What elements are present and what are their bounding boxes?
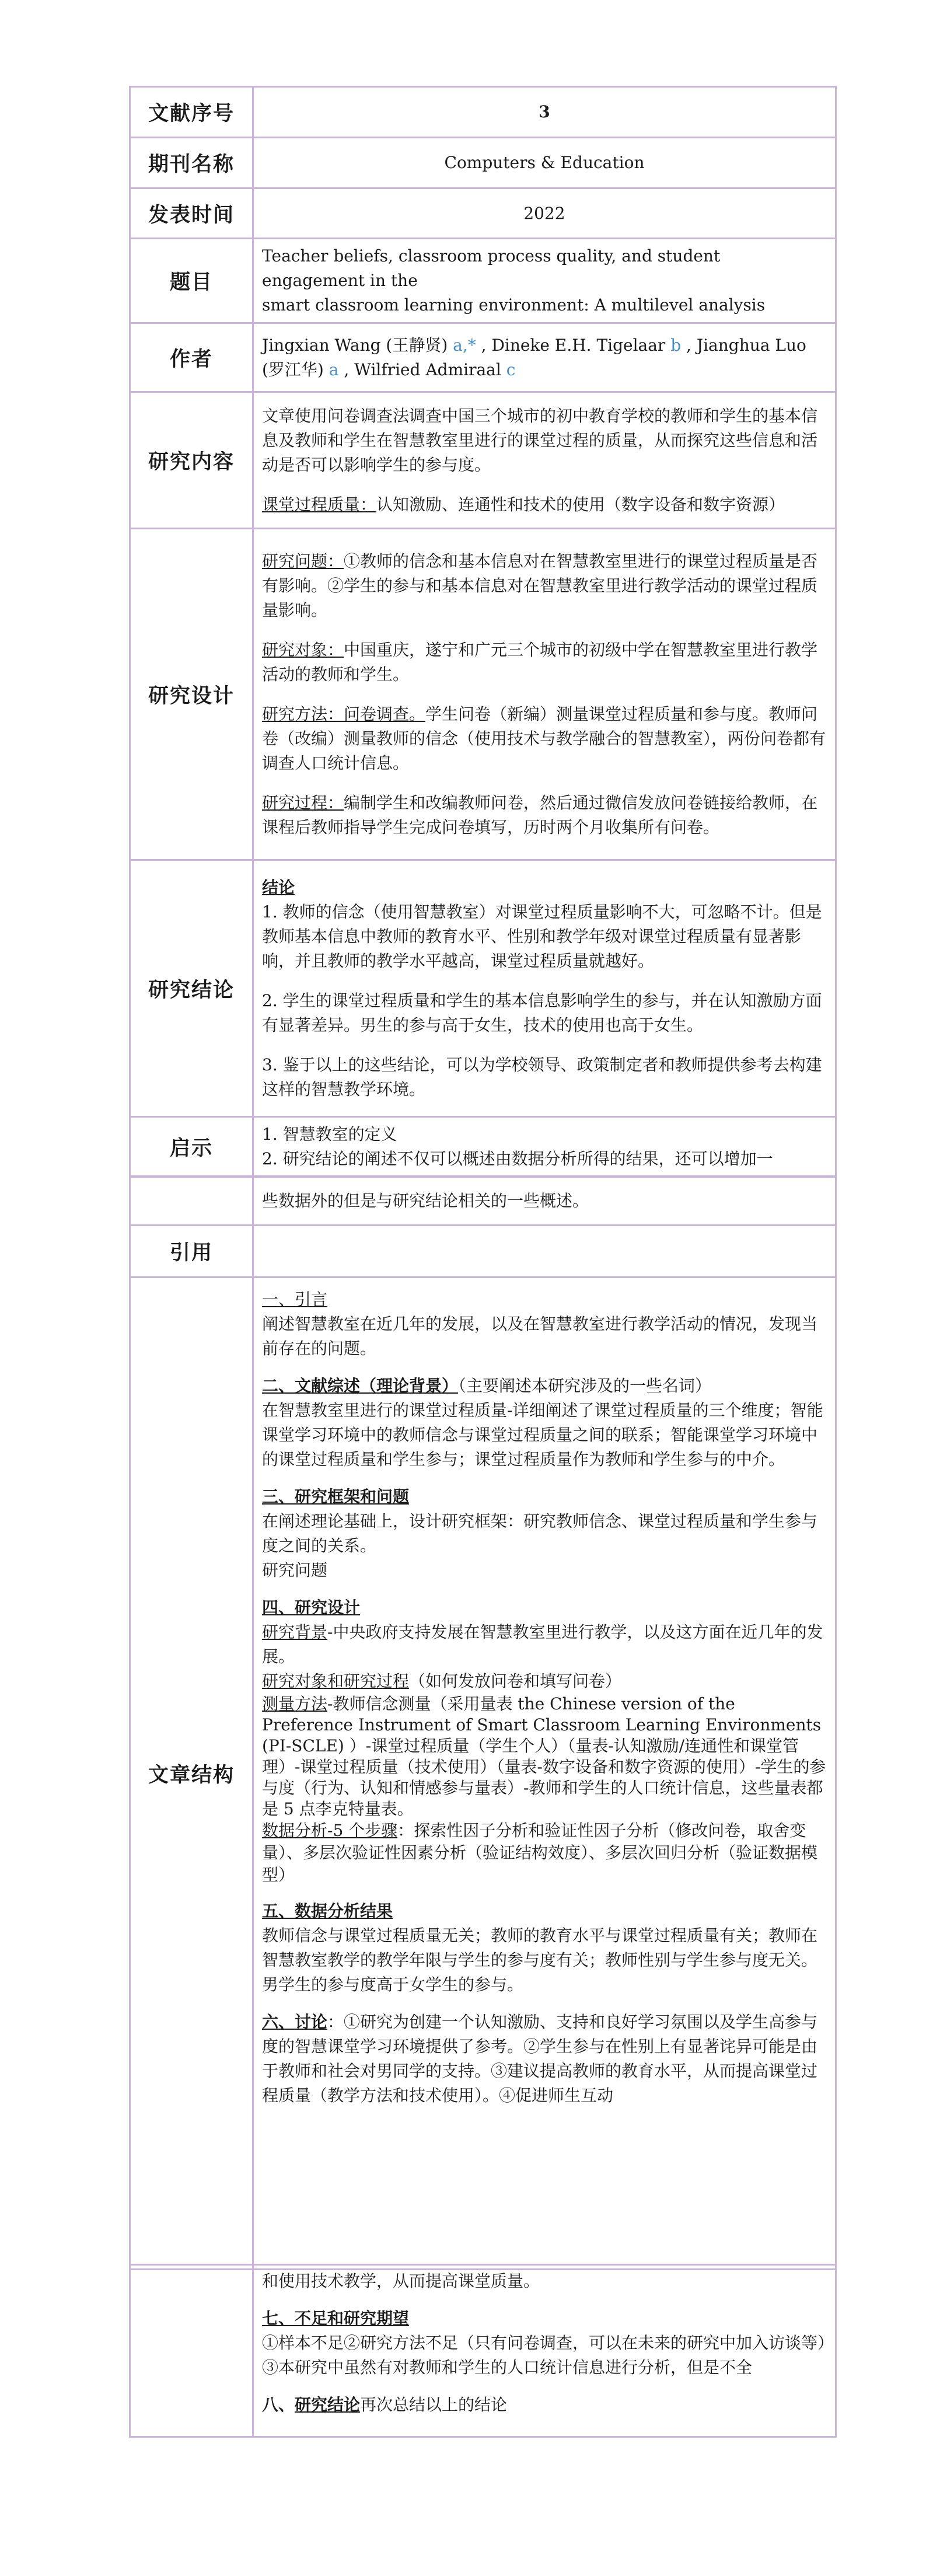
author-3-affiliation: a <box>329 359 339 379</box>
section-2-text: 在智慧教室里进行的课堂过程质量-详细阐述了课堂过程质量的三个维度；智能课堂学习环境中的教师信念与课堂过程质量之间的联系；智能课堂学习环境中的课堂过程质量和学生参与；课堂过程质量作为教师和学生参与的中介。 <box>262 1401 823 1469</box>
design-methods <box>262 702 827 776</box>
design-subjects <box>262 638 827 687</box>
section-5-gender: 男学生的参与度高于女学生的参与。 <box>262 1975 524 1994</box>
author-4: , Wilfried Admiraal <box>338 359 506 379</box>
section-7-text: ①样本不足②研究方法不足（只有问卷调查，可以在未来的研究中加入访谈等）③本研究中虽然有对教师和学生的人口统计信息进行分析，但是不全 <box>262 2333 826 2377</box>
content-quality-text: 认知激励、连通性和技术的使用（数字设备和数字资源） <box>376 494 785 514</box>
serial-label: 文献序号 <box>130 87 253 138</box>
section-1-heading: 一、引言 <box>262 1290 328 1309</box>
row-content <box>130 392 836 529</box>
section-3-questions: 研究问题 <box>262 1561 328 1580</box>
author-3: , Jianghua Luo (罗江华) <box>262 335 806 379</box>
content-label: 研究内容 <box>130 392 253 529</box>
structure-section-5 <box>262 1899 827 1997</box>
row-insight <box>130 1117 836 1177</box>
row-year <box>130 189 836 239</box>
title-line-2: smart classroom learning environment: A multilevel analysis <box>262 295 766 315</box>
title-line-1: Teacher beliefs, classroom process quality, and student engagement in the <box>262 246 721 290</box>
section-2-heading: 二、文献综述（理论背景） <box>262 1376 459 1395</box>
section-6-text: ：①研究为创建一个认知激励、支持和良好学习氛围以及学生高参与度的智慧课堂学习环境提供了参考。②学生参与在性别上有显著诧异可能是由于教师和社会对男同学的支持。③建议提高教师的教育水平，从而提高课堂过程质量（教学方法和技术使用）。④促进师生互动 <box>262 2012 818 2105</box>
author-1: Jingxian Wang (王静贤) <box>262 335 453 355</box>
row-journal <box>130 138 836 189</box>
section-4-background <box>262 1620 827 1669</box>
section-7-heading: 七、不足和研究期望 <box>262 2309 410 2328</box>
design-subjects-text: 中国重庆，遂宁和广元三个城市的初级中学在智慧教室里进行教学活动的教师和学生。 <box>262 640 818 684</box>
section-5-text: 教师信念与课堂过程质量无关；教师的教育水平与课堂过程质量有关；教师在智慧教室教学的教学年限与学生的参与度有关；教师性别与学生参与度无关。 <box>262 1926 818 1970</box>
design-questions <box>262 549 827 623</box>
row-insight-continued <box>130 1177 836 1226</box>
section-4-subjects-term: 研究对象和研究过程 <box>262 1671 410 1691</box>
structure-section-8 <box>262 2393 827 2417</box>
section-8-text: 再次总结以上的结论 <box>360 2395 508 2414</box>
section-8-heading: 研究结论 <box>295 2395 361 2414</box>
design-process-term: 研究过程： <box>262 793 344 812</box>
design-questions-term: 研究问题： <box>262 551 344 571</box>
section-4-analysis <box>262 1820 827 1886</box>
section-4-analysis-text: ：探索性因子分析和验证性因子分析（修改问卷，取舍变量）、多层次验证性因素分析（验证结构效度）、多层次回归分析（验证数据模型） <box>262 1821 818 1884</box>
author-2-affiliation: b <box>670 335 682 355</box>
content-paragraph-1: 文章使用问卷调查法调查中国三个城市的初中教育学校的教师和学生的基本信息及教师和学生在智慧教室里进行的课堂过程的质量，从而探究这些信息和活动是否可以影响学生的参与度。 <box>262 406 818 474</box>
authors-value <box>253 323 836 392</box>
journal-label: 期刊名称 <box>130 138 253 189</box>
insight-line-1: 1. 智慧教室的定义 <box>262 1125 397 1144</box>
section-8-prefix: 八、 <box>262 2395 295 2414</box>
insight-label: 启示 <box>130 1117 253 1177</box>
row-structure-continued <box>130 2265 836 2437</box>
structure-continued-value <box>253 2265 836 2437</box>
author-2: , Dineke E.H. Tigelaar <box>476 335 671 355</box>
citation-label: 引用 <box>130 1226 253 1277</box>
author-1-affiliation: a,* <box>453 335 476 355</box>
conclusion-item-2: 2. 学生的课堂过程质量和学生的基本信息影响学生的参与，并在认知激励方面有显著差异。男生的参与高于女生，技术的使用也高于女生。 <box>262 990 822 1035</box>
section-2-note: （主要阐述本研究涉及的一些名词） <box>458 1376 712 1395</box>
design-methods-text: 学生问卷（新编）测量课堂过程质量和参与度。教师问卷（改编）测量教师的信念（使用技术与教学融合的智慧教室），两份问卷都有调查人口统计信息。 <box>262 704 826 773</box>
structure-value <box>253 1277 836 2270</box>
section-4-subjects <box>262 1669 827 1694</box>
citation-value <box>253 1226 836 1277</box>
section-4-measures-term: 测量方法 <box>262 1694 328 1713</box>
content-paragraph-2 <box>262 493 827 517</box>
section-4-measures-text: -教师信念测量（采用量表 the Chinese version of the Preference Instrument of Smart Classroom Learning Environments (PI-SCLE) ）-课堂过程质量（学生个人）（量表-认知激励/连通性和课堂管理）-课堂过程质量（技术使用）（量表-数字设备和数字资源的使用）-学生的参与度（行为、认知和情感参与量表）-教师和学生的人口统计信息，这些量表都是 5 点李克特量表。 <box>262 1694 826 1818</box>
authors-label: 作者 <box>130 323 253 392</box>
serial-value: 3 <box>253 87 836 138</box>
row-title <box>130 239 836 323</box>
conclusion-label: 研究结论 <box>130 860 253 1117</box>
section-4-background-text: -中央政府支持发展在智慧教室里进行教学，以及这方面在近几年的发展。 <box>262 1622 823 1666</box>
content-value <box>253 392 836 529</box>
section-6-heading: 六、讨论 <box>262 2012 328 2032</box>
structure-section-1 <box>262 1287 827 1361</box>
structure-section-4 <box>262 1596 827 1886</box>
title-value <box>253 239 836 323</box>
row-citation <box>130 1226 836 1277</box>
section-3-text: 在阐述理论基础上，设计研究框架：研究教师信念、课堂过程质量和学生参与度之间的关系。 <box>262 1512 818 1555</box>
section-6-continued: 和使用技术教学，从而提高课堂质量。 <box>262 2271 540 2291</box>
literature-table-page-3 <box>129 2264 837 2438</box>
design-subjects-term: 研究对象： <box>262 640 344 659</box>
conclusion-item-3: 3. 鉴于以上的这些结论，可以为学校领导、政策制定者和教师提供参考去构建这样的智慧教学环境。 <box>262 1055 822 1099</box>
design-value <box>253 529 836 860</box>
section-3-heading: 三、研究框架和问题 <box>262 1487 410 1506</box>
title-label: 题目 <box>130 239 253 323</box>
design-methods-term: 研究方法：问卷调查。 <box>262 704 426 724</box>
section-1-text: 阐述智慧教室在近几年的发展，以及在智慧教室进行教学活动的情况，发现当前存在的问题。 <box>262 1314 818 1358</box>
row-design <box>130 529 836 860</box>
conclusion-item-1: 1. 教师的信念（使用智慧教室）对课堂过程质量影响不大，可忽略不计。但是教师基本信息中教师的教育水平、性别和教学年级对课堂过程质量有显著影响，并且教师的教学水平越高，课堂过程质量就越好。 <box>262 902 822 971</box>
section-4-background-term: 研究背景 <box>262 1622 328 1642</box>
structure-section-6 <box>262 2010 827 2108</box>
section-4-heading: 四、研究设计 <box>262 1598 361 1617</box>
content-quality-term: 课堂过程质量： <box>262 494 377 514</box>
author-4-affiliation: c <box>506 359 516 379</box>
section-5-heading: 五、数据分析结果 <box>262 1901 393 1921</box>
conclusion-value <box>253 860 836 1117</box>
structure-section-7 <box>262 2306 827 2380</box>
literature-table-page-1 <box>129 86 837 1178</box>
literature-table-page-2 <box>129 1175 837 2270</box>
year-value: 2022 <box>253 189 836 239</box>
row-structure <box>130 1277 836 2270</box>
section-4-measures <box>262 1694 827 1820</box>
structure-continued-label <box>130 2265 253 2437</box>
insight-continued-label <box>130 1177 253 1226</box>
insight-continued-value: 些数据外的但是与研究结论相关的一些概述。 <box>253 1177 836 1226</box>
row-serial <box>130 87 836 138</box>
structure-label: 文章结构 <box>130 1277 253 2270</box>
insight-line-2: 2. 研究结论的阐述不仅可以概述由数据分析所得的结果，还可以增加一 <box>262 1149 773 1168</box>
design-label: 研究设计 <box>130 529 253 860</box>
conclusion-heading: 结论 <box>262 877 295 897</box>
year-label: 发表时间 <box>130 189 253 239</box>
journal-value: Computers & Education <box>253 138 836 189</box>
design-process-text: 编制学生和改编教师问卷，然后通过微信发放问卷链接给教师，在课程后教师指导学生完成问卷填写，历时两个月收集所有问卷。 <box>262 793 818 837</box>
structure-section-3 <box>262 1485 827 1583</box>
section-4-analysis-term: 数据分析-5 个步骤 <box>262 1821 398 1840</box>
section-4-subjects-text: （如何发放问卷和填写问卷） <box>409 1671 622 1691</box>
row-conclusion <box>130 860 836 1117</box>
row-authors <box>130 323 836 392</box>
section-2-heading-line <box>262 1374 827 1398</box>
design-questions-text: ①教师的信念和基本信息对在智慧教室里进行的课堂过程质量是否有影响。②学生的参与和基本信息对在智慧教室里进行教学活动的课堂过程质量影响。 <box>262 551 818 620</box>
structure-section-2 <box>262 1374 827 1472</box>
insight-value <box>253 1117 836 1177</box>
design-process <box>262 791 827 840</box>
